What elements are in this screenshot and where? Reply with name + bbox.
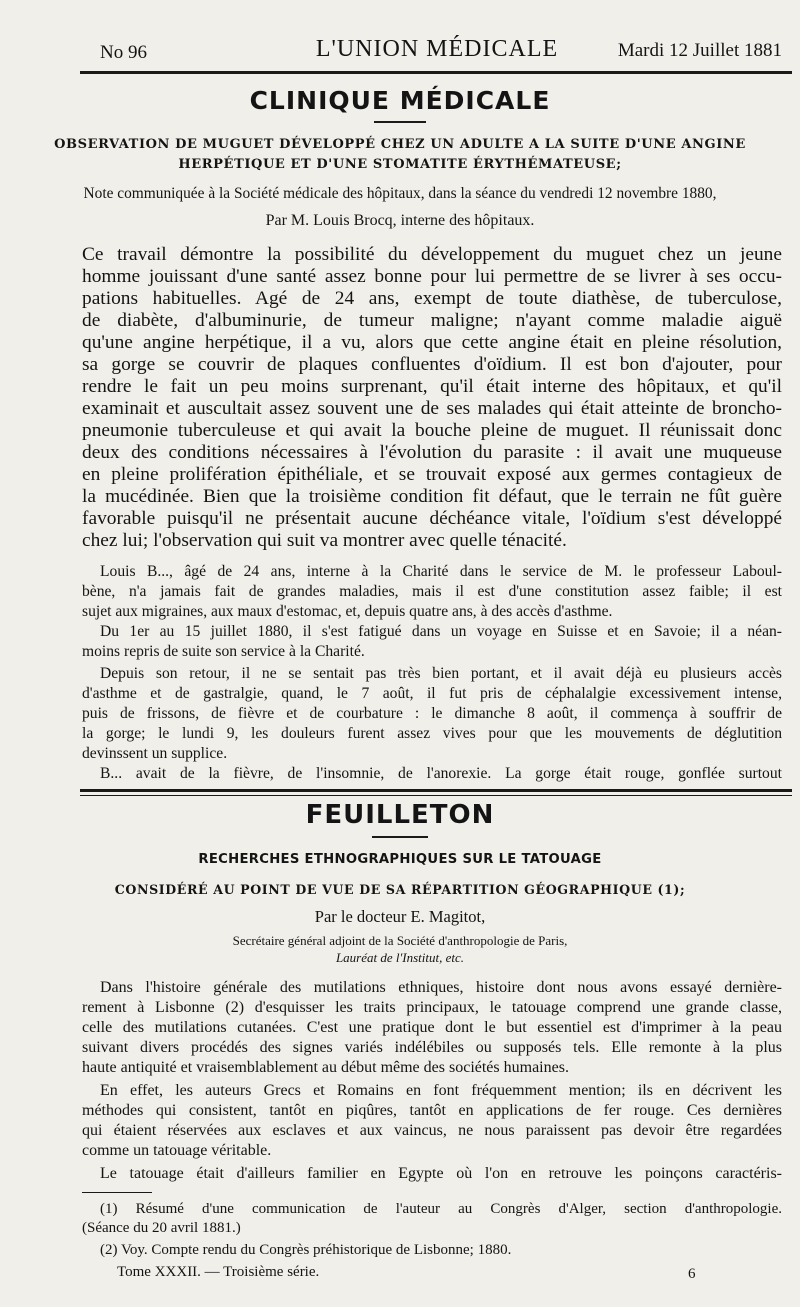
text-line: rement à Lisbonne (2) d'esquisser les traits principaux, le tatouage comprend une grande classe, (82, 999, 782, 1016)
text-line: de diabète, d'albuminurie, de tumeur maligne; n'ayant comme maladie aiguë (82, 310, 782, 331)
text-line: qu'une angine herpétique, il a vu, alors que cette angine était en pleine résolution, (82, 332, 782, 353)
text-line: Louis B..., âgé de 24 ans, interne à la Charité dans le service de M. le professeur Laboul- (100, 563, 782, 580)
text-line: B... avait de la fièvre, de l'insomnie, de l'anorexie. La gorge était rouge, gonflée surtout (100, 765, 782, 782)
article-title-line-2: HERPÉTIQUE ET D'UNE STOMATITE ÉRYTHÉMATEUSE; (178, 157, 622, 172)
page-header (92, 36, 782, 66)
footer-sheet-number: 6 (688, 1266, 696, 1282)
footer-volume: Tome XXXII. — Troisième série. (117, 1264, 320, 1280)
text-line: en pleine prolifération épithéliale, et se trouvait exposé aux germes contagieux de (82, 464, 782, 485)
text-line: méthodes qui consistent, tantôt en piqûres, tantôt en applications de fer rouge. Ces dernières (82, 1102, 782, 1119)
issue-date: Mardi 12 Juillet 1881 (617, 40, 782, 61)
text-line: sujet aux migraines, aux maux d'estomac, et, depuis quatre ans, à des accès d'asthme. (82, 603, 613, 620)
text-line: devinssent un supplice. (82, 745, 228, 762)
issue-number: No 96 (100, 42, 147, 63)
section-divider (80, 789, 792, 792)
text-line: Du 1er au 15 juillet 1880, il s'est fatigué dans un voyage en Suisse et en Savoie; il a néan- (100, 623, 782, 640)
text-line: examinait et auscultait assez souvent une de ses malades qui était atteinte de broncho- (82, 398, 782, 419)
text-line: comme un tatouage véritable. (82, 1142, 272, 1159)
section-divider-thin (80, 795, 792, 796)
footnote: (2) Voy. Compte rendu du Congrès préhistorique de Lisbonne; 1880. (100, 1242, 512, 1258)
author-affiliation: Lauréat de l'Institut, etc. (335, 950, 465, 965)
text-line: pations habituelles. Agé de 24 ans, exempt de toute diathèse, de tuberculose, (82, 288, 782, 309)
feuilleton-subtitle: CONSIDÉRÉ AU POINT DE VUE DE SA RÉPARTITION GÉOGRAPHIQUE (1); (114, 882, 686, 897)
text-line: pneumonie tuberculeuse et qui avait la bouche pleine de muguet. Il réunissait donc (82, 420, 782, 441)
text-line: moins repris de suite son service à la Charité. (82, 643, 365, 660)
header-rule (80, 71, 792, 74)
text-line: celle des mutilations cutanées. C'est une pratique dont le but essentiel est d'imprimer à la peau (82, 1019, 782, 1036)
section-title-feuilleton: FEUILLETON (305, 800, 495, 830)
article-note: Note communiquée à la Société médicale des hôpitaux, dans la séance du vendredi 12 novembre 1880, (83, 185, 717, 202)
text-line: homme jouissant d'une santé assez bonne pour lui permettre de se livrer à ses occu- (82, 266, 782, 287)
article-author: Par M. Louis Brocq, interne des hôpitaux. (265, 212, 535, 229)
text-line: rendre le fait un peu moins surprenant, qu'il était interne des hôpitaux, et qu'il (82, 376, 782, 397)
feuilleton-paragraph-3: Le tatouage était d'ailleurs familier en Egypte où l'on en retrouve les poinçons caractéris- (100, 1165, 782, 1182)
feuilleton-title: RECHERCHES ETHNOGRAPHIQUES SUR LE TATOUAGE (198, 852, 602, 867)
text-line: chez lui; l'observation qui suit va montrer avec quelle ténacité. (82, 530, 567, 551)
text-line: la gorge; le lundi 9, les douleurs furent assez vives pour que les mouvements de déglutition (82, 725, 782, 742)
title-underline (372, 836, 428, 838)
author-affiliation: Secrétaire général adjoint de la Société d'anthropologie de Paris, (232, 933, 568, 948)
title-underline (374, 121, 426, 123)
text-line: Depuis son retour, il ne se sentait pas très bien portant, et il avait déjà eu plusieurs accès (100, 665, 782, 682)
feuilleton-author: Par le docteur E. Magitot, (314, 907, 486, 926)
text-line: Ce travail démontre la possibilité du développement du muguet chez un jeune (82, 244, 782, 265)
text-line: qui étaient réservées aux esclaves et aux vaincus, ne nous paraissent pas devoir être regardées (82, 1122, 782, 1139)
footnote-rule (82, 1192, 152, 1193)
text-line: bène, n'a jamais fait de grandes maladies, mais il est d'une constitution assez faible; il est (82, 583, 782, 600)
text-line: d'asthme et de gastralgie, quand, le 7 août, il fut pris de céphalalgie excessivement intense, (82, 685, 782, 702)
text-line: En effet, les auteurs Grecs et Romains en font fréquemment mention; ils en décrivent les (100, 1082, 782, 1099)
journal-title: L'UNION MÉDICALE (315, 36, 559, 62)
footnote: (1) Résumé d'une communication de l'auteur au Congrès d'Alger, section d'anthropologie. (100, 1201, 782, 1217)
section-title-clinique: CLINIQUE MÉDICALE (249, 86, 551, 115)
text-line: favorable puisqu'il ne présentait aucune déchéance vitale, l'oïdium s'est développé (82, 508, 782, 529)
footnote: (Séance du 20 avril 1881.) (82, 1220, 241, 1236)
text-line: Dans l'histoire générale des mutilations ethniques, histoire dont nous avons essayé dernière- (100, 979, 782, 996)
text-line: haute antiquité et vraisemblablement au début même des sociétés humaines. (82, 1059, 569, 1076)
text-line: puis de frissons, de fièvre et de courbature : le dimanche 8 août, il commença à souffrir de (82, 705, 782, 722)
text-line: suivant divers procédés des signes variés indélébiles ou supposés tels. Elle remonte à la plus (82, 1039, 782, 1056)
text-line: la mucédinée. Bien que la troisième condition fit défaut, que le terrain ne fût guère (82, 486, 782, 507)
text-line: sa gorge se couvrir de plaques confluentes d'oïdium. Il est bon d'ajouter, pour (82, 354, 782, 375)
text-line: deux des conditions nécessaires à l'évolution du parasite : il avait une muqueuse (82, 442, 782, 463)
article-title-line-1: OBSERVATION DE MUGUET DÉVELOPPÉ CHEZ UN ADULTE A LA SUITE D'UNE ANGINE (54, 137, 746, 152)
